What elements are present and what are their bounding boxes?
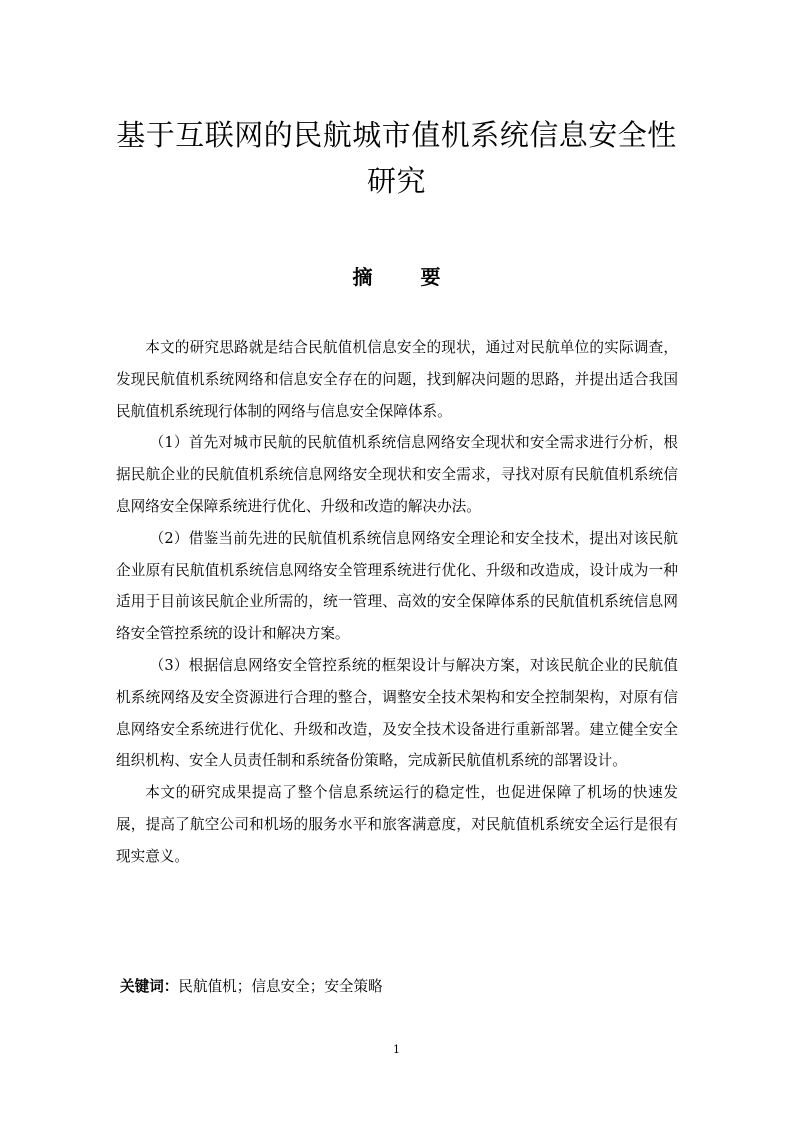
page-title-line-1: 基于互联网的民航城市值机系统信息安全性: [116, 118, 677, 152]
abstract-body: [116, 332, 678, 873]
abstract-paragraph-intro: 本文的研究思路就是结合民航值机信息安全的现状，通过对民航单位的实际调查，发现民航值机系统网络和信息安全存在的问题，找到解决问题的思路，并提出适合我国民航值机系统现行体制的网络与信息安全保障体系。: [116, 339, 678, 420]
abstract-paragraph-conclusion: 本文的研究成果提高了整个信息系统运行的稳定性，也促进保障了机场的快速发展，提高了航空公司和机场的服务水平和旅客满意度，对民航值机系统安全运行是很有现实意义。: [116, 784, 678, 865]
abstract-heading: [0, 262, 793, 292]
keywords-line: [120, 972, 383, 1002]
keywords-label: 关键词：: [120, 978, 179, 995]
abstract-heading-char-1: 摘: [352, 265, 373, 289]
abstract-heading-char-2: 要: [420, 265, 441, 289]
abstract-paragraph-item-3: （3）根据信息网络安全管控系统的框架设计与解决方案，对该民航企业的民航值机系统网络及安全资源进行合理的整合，调整安全技术架构和安全控制架构，对原有信息网络安全系统进行优化、升级和改造，及安全技术设备进行重新部署。建立健全安全组织机构、安全人员责任制和系统备份策略，完成新民航值机系统的部署设计。: [116, 656, 678, 770]
abstract-paragraph-item-2: （2）借鉴当前先进的民航值机系统信息网络安全理论和安全技术，提出对该民航企业原有民航值机系统信息网络安全管理系统进行优化、升级和改造成，设计成为一种适用于目前该民航企业所需的，统一管理、高效的安全保障体系的民航值机系统信息网络安全管控系统的设计和解决方案。: [116, 529, 678, 643]
page-title: [100, 112, 693, 204]
abstract-paragraph-item-1: （1）首先对城市民航的民航值机系统信息网络安全现状和安全需求进行分析，根据民航企业的民航值机系统信息网络安全现状和安全需求，寻找对原有民航值机系统信息网络安全保障系统进行优化、升级和改造的解决办法。: [116, 434, 678, 515]
page-number: 1: [393, 1043, 400, 1056]
keywords-value: 民航值机；信息安全；安全策略: [178, 978, 383, 995]
page-title-line-2: 研究: [366, 164, 426, 198]
